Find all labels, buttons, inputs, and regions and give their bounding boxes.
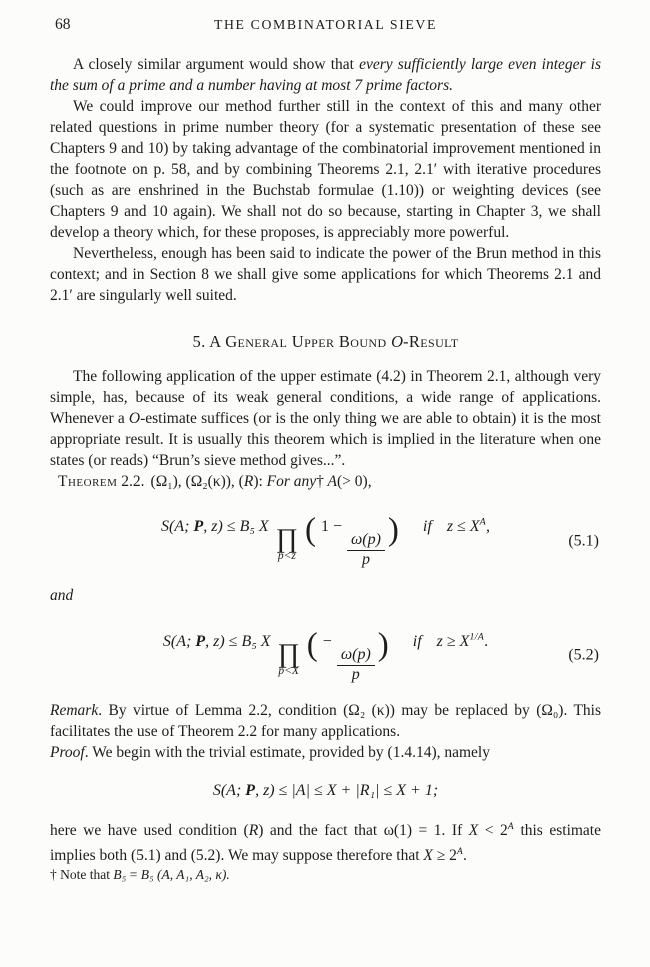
constant-b5x: B₅ X <box>241 632 271 650</box>
constant-b5: B₅ <box>140 866 154 882</box>
product-operator <box>277 637 300 677</box>
punctuation: , <box>485 518 490 536</box>
trivial-estimate-equation <box>50 780 601 801</box>
fraktur-p-symbol: P <box>245 781 256 799</box>
product-limits: p<z <box>277 550 296 563</box>
script-a-symbol: A <box>226 781 236 799</box>
paragraph-5-part4: this estimate implies both (5.1) and (5.2). We may suppose therefore that <box>50 821 601 864</box>
product-symbol: ∏ <box>275 523 298 554</box>
lhs-tail: , z) ≤ <box>203 518 240 536</box>
theorem-tail: (> 0), <box>337 473 372 490</box>
separator: ; <box>235 781 246 799</box>
theorem-conditions: (Ω₁), (Ω₂(κ)), ( <box>150 473 244 490</box>
equation-tag-5-2: (5.2) <box>568 646 599 664</box>
section-heading-pre: 5. A General Upper Bound <box>192 332 392 351</box>
equals-sign: = <box>126 866 141 882</box>
sieve-function: S( <box>161 518 175 536</box>
sieve-function: S( <box>212 781 227 799</box>
paragraph-1-emphasis: every sufficiently large even integer is the sum of a prime and a number having at most 7 prime factors. <box>50 56 601 94</box>
paragraph-2: We could improve our method further still in the context of this and many other related questions in prime number theory (for a systematic presentation of these see Chapters 9 and 10) by taking advantage of the combinatorial improvement mentioned in the footnote on p. 58, and by combining Theorems 2.1, 2.1′ with iterative procedures (such as are enshrined in the Buchstab formulae (1.10)) or weighting devices (see Chapters 9 and 10 again). We shall not do so because, starting in Chapter 3, we shall develop a theory which, for these proposes, is appreciably more powerful. <box>50 98 601 241</box>
footnote-arguments: (A, A₁, A₂, κ). <box>153 866 230 882</box>
variable-x: X <box>468 821 479 839</box>
left-paren: ( <box>306 626 318 663</box>
right-paren: ) <box>387 512 399 549</box>
left-paren: ( <box>304 512 316 549</box>
script-a-symbol: A <box>295 781 306 799</box>
page-number: 68 <box>55 16 71 33</box>
right-paren: ) <box>377 626 389 663</box>
fraction-numerator: ω(p) <box>337 647 375 666</box>
paragraph-5-part5: ≥ 2 <box>432 846 457 864</box>
punctuation: . <box>484 632 489 650</box>
paragraph-5-part2: ) and the fact that ω(1) = 1. If <box>258 821 469 839</box>
equation-5-1 <box>50 512 601 569</box>
variable-x: X <box>423 846 433 864</box>
theorem-variable-a: A <box>323 473 337 490</box>
fraction-numerator: ω(p) <box>347 532 385 551</box>
theorem-label: Theorem <box>58 473 118 490</box>
section-heading <box>50 331 601 352</box>
condition-r: R <box>248 821 259 839</box>
section-heading-post: -Result <box>403 332 459 351</box>
minus-sign: − <box>322 632 332 650</box>
paragraph-4-part2: -estimate suffices (or is the only thing we are able to obtain) it is the most appropriate result. It is usually this theorem which is implied in the literature when one states (or reads) “Brun’s sieve method gives...”. <box>50 410 601 469</box>
paragraph-1-lead: A closely similar argument would show that <box>73 56 360 73</box>
paragraph-5 <box>50 816 601 866</box>
one-minus: 1 − <box>320 518 342 536</box>
estimate-pre: , z) ≤ | <box>255 781 296 799</box>
footnote <box>50 866 601 884</box>
fraction-denominator: p <box>361 551 370 569</box>
paragraph-1 <box>50 54 601 96</box>
theorem-forany: For any <box>266 473 317 490</box>
exponent: A <box>456 845 464 857</box>
sieve-function: S( <box>162 632 177 650</box>
script-a-symbol: A <box>174 518 185 536</box>
condition: z ≥ X <box>436 632 470 650</box>
condition: z ≤ X <box>446 518 480 536</box>
exponent: A <box>479 517 486 528</box>
paragraph-5-part3: < 2 <box>478 821 508 839</box>
page-header <box>50 14 601 35</box>
theorem-statement <box>50 471 601 492</box>
paragraph-5-part1: here we have used condition ( <box>50 821 249 839</box>
dagger-mark: † <box>50 866 57 882</box>
paragraph-5-part6: . <box>463 846 467 864</box>
exponent: A <box>507 820 514 832</box>
remark-paragraph <box>50 700 601 742</box>
if-word: if <box>422 518 432 536</box>
dagger-mark: † <box>316 473 324 490</box>
proof-text: . We begin with the trivial estimate, provided by (1.4.14), namely <box>84 743 490 761</box>
and-word: and <box>50 587 74 605</box>
paragraph-4-part1: The following application of the upper estimate (4.2) in Theorem 2.1, although very simple, has, because of its weak general conditions, a wide range of applications. Whenever a <box>50 368 601 427</box>
constant-b5x: B₅ X <box>239 518 269 536</box>
remark-text: . By virtue of Lemma 2.2, condition (Ω₂ (κ)) may be replaced by (Ω₀). This facilitates the use of Theorem 2.2 for many applications. <box>50 701 601 740</box>
fraction-denominator: p <box>351 665 360 683</box>
connector-and <box>50 585 601 606</box>
theorem-condition-r: R <box>243 473 254 490</box>
paragraph-3: Nevertheless, enough has been said to indicate the power of the Brun method in this context; and in Section 8 we shall give some applications for which Theorems 2.1 and 2.1′ are singularly well suited. <box>50 245 601 304</box>
fraction <box>337 647 375 684</box>
proof-label: Proof <box>50 743 85 761</box>
paragraph-4-o: O <box>128 410 141 427</box>
fraktur-p-symbol: P <box>195 632 206 650</box>
script-a-symbol: A <box>176 632 186 650</box>
equation-5-2 <box>50 626 601 683</box>
paragraph-4 <box>50 366 601 471</box>
proof-paragraph <box>50 742 601 763</box>
separator: ; <box>185 632 196 650</box>
exponent: 1/A <box>469 631 485 643</box>
product-limits: p<X <box>278 664 299 677</box>
estimate-post: | ≤ X + |R₁| ≤ X + 1; <box>305 781 439 799</box>
fraktur-p-symbol: P <box>193 518 204 536</box>
if-word: if <box>412 632 422 650</box>
constant-b5: B₅ <box>113 866 127 882</box>
theorem-number: 2.2. <box>117 473 145 490</box>
equation-tag-5-1: (5.1) <box>568 532 599 550</box>
product-operator <box>275 523 298 563</box>
product-symbol: ∏ <box>277 637 300 668</box>
separator: ; <box>184 518 194 536</box>
lhs-tail: , z) ≤ <box>205 632 242 650</box>
theorem-conditions-post: ): <box>253 473 267 490</box>
section-heading-o: O <box>391 332 403 351</box>
fraction <box>347 532 385 569</box>
footnote-lead: Note that <box>56 866 114 882</box>
running-head: THE COMBINATORIAL SIEVE <box>213 17 438 32</box>
remark-label: Remark <box>50 701 99 719</box>
